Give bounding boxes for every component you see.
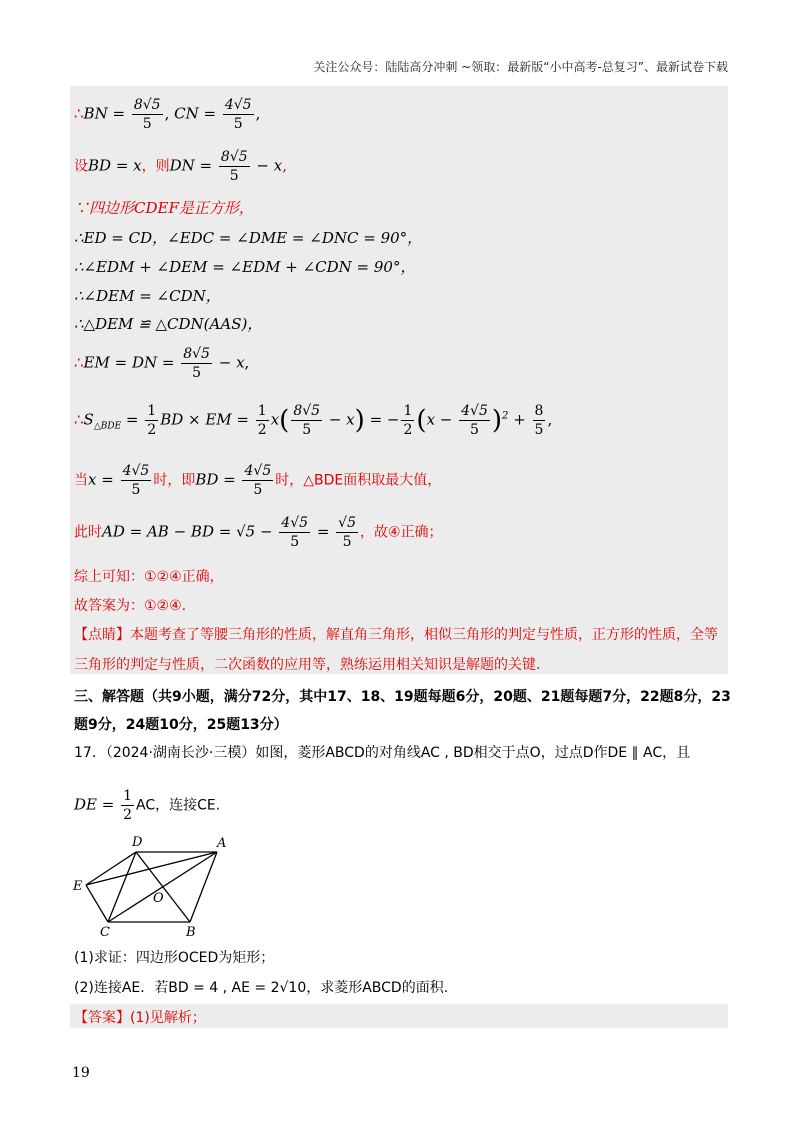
q17-answer: 【答案】(1)见解析； — [74, 1010, 206, 1026]
section-heading-line1: 三、解答题（共9小题，满分72分，其中17、18、19题每题6分，20题、21题每题7分，22题8分，23 — [74, 689, 731, 705]
solution-line-em: ∴EM = DN = $\frac{8√5}{5}$ − x, — [74, 346, 250, 381]
segment-ec — [86, 885, 108, 922]
q17-stem-line1: 17．（2024·湖南长沙·三模）如图，菱形ABCD的对角线AC , BD相交于点O，过点D作DE ∥ AC，且 — [74, 745, 691, 761]
solution-line-angle-sum: ∴∠EDM + ∠DEM = ∠EDM + ∠CDN = 90°， — [74, 258, 416, 276]
q17-stem-line2: DE = $\frac{1}{2}$ AC，连接CE. — [74, 788, 221, 823]
solution-line-summary: 综上可知：①②④正确， — [74, 569, 224, 585]
solution-line-ed-cd: ∴ED = CD，∠EDC = ∠DME = ∠DNC = 90°， — [74, 229, 423, 247]
solution-line-max: 当x = $\frac{4√5}{5}$ 时，即BD = $\frac{4√5}{5}$ 时，△BDE面积取最大值， — [74, 463, 442, 498]
solution-line-comment-2: 三角形的判定与性质，二次函数的应用等，熟练运用相关知识是解题的关键. — [74, 657, 541, 673]
segment-cd — [108, 852, 136, 922]
label-o: O — [153, 891, 164, 906]
diagonal-bd — [136, 852, 190, 922]
label-a: A — [217, 836, 227, 851]
solution-line-angle-eq: ∴∠DEM = ∠CDN， — [74, 287, 221, 305]
segment-ab — [190, 852, 217, 922]
solution-line-comment-1: 【点睛】本题考查了等腰三角形的性质，解直角三角形，相似三角形的判定与性质，正方形的性质，全等 — [74, 627, 718, 643]
solution-line-area: $\therefore S_{\triangle BDE}$ = $\frac{1}{2}$ BD × EM = $\frac{1}{2}$ x( $\frac{8√5}{5}$ − x) = − $\frac{1}{2}$ (x − $\frac{4√5}{5}$ )$^2$ + $\frac{8}{5}$ , — [74, 403, 553, 438]
solution-line-answer: 故答案为：①②④. — [74, 598, 187, 614]
page-number: 19 — [72, 1065, 90, 1081]
segment-ea — [86, 852, 217, 885]
solution-line-set-bd: 设BD = x，则DN = $\frac{8√5}{5}$ − x, — [74, 149, 287, 184]
solution-line-congruent: ∴△DEM ≌ △CDN(AAS)， — [74, 315, 263, 333]
label-c: C — [100, 925, 110, 940]
label-d: D — [132, 835, 143, 850]
rhombus-figure — [70, 830, 250, 940]
solution-line-ad: 此时AD = AB − BD = √5 − $\frac{4√5}{5}$ = $\frac{√5}{5}$ ，故④正确； — [74, 515, 443, 550]
label-b: B — [186, 925, 196, 940]
label-e: E — [73, 879, 83, 894]
q17-part1: (1)求证：四边形OCED为矩形； — [74, 950, 275, 966]
segment-ed — [86, 852, 136, 885]
solution-line-square: ∵四边形CDEF是正方形， — [74, 199, 254, 217]
page-header: 关注公众号：陆陆高分冲刺 ~领取：最新版“小中高考-总复习”、最新试卷下载 — [313, 60, 728, 74]
solution-line-bn-cn: ∴BN = $\frac{8√5}{5}$ , CN = $\frac{4√5}{5}$ , — [74, 97, 261, 132]
section-heading-line2: 题9分，24题10分，25题13分） — [74, 717, 288, 733]
q17-part2: (2)连接AE．若BD = 4 , AE = 2√10，求菱形ABCD的面积. — [74, 980, 449, 996]
